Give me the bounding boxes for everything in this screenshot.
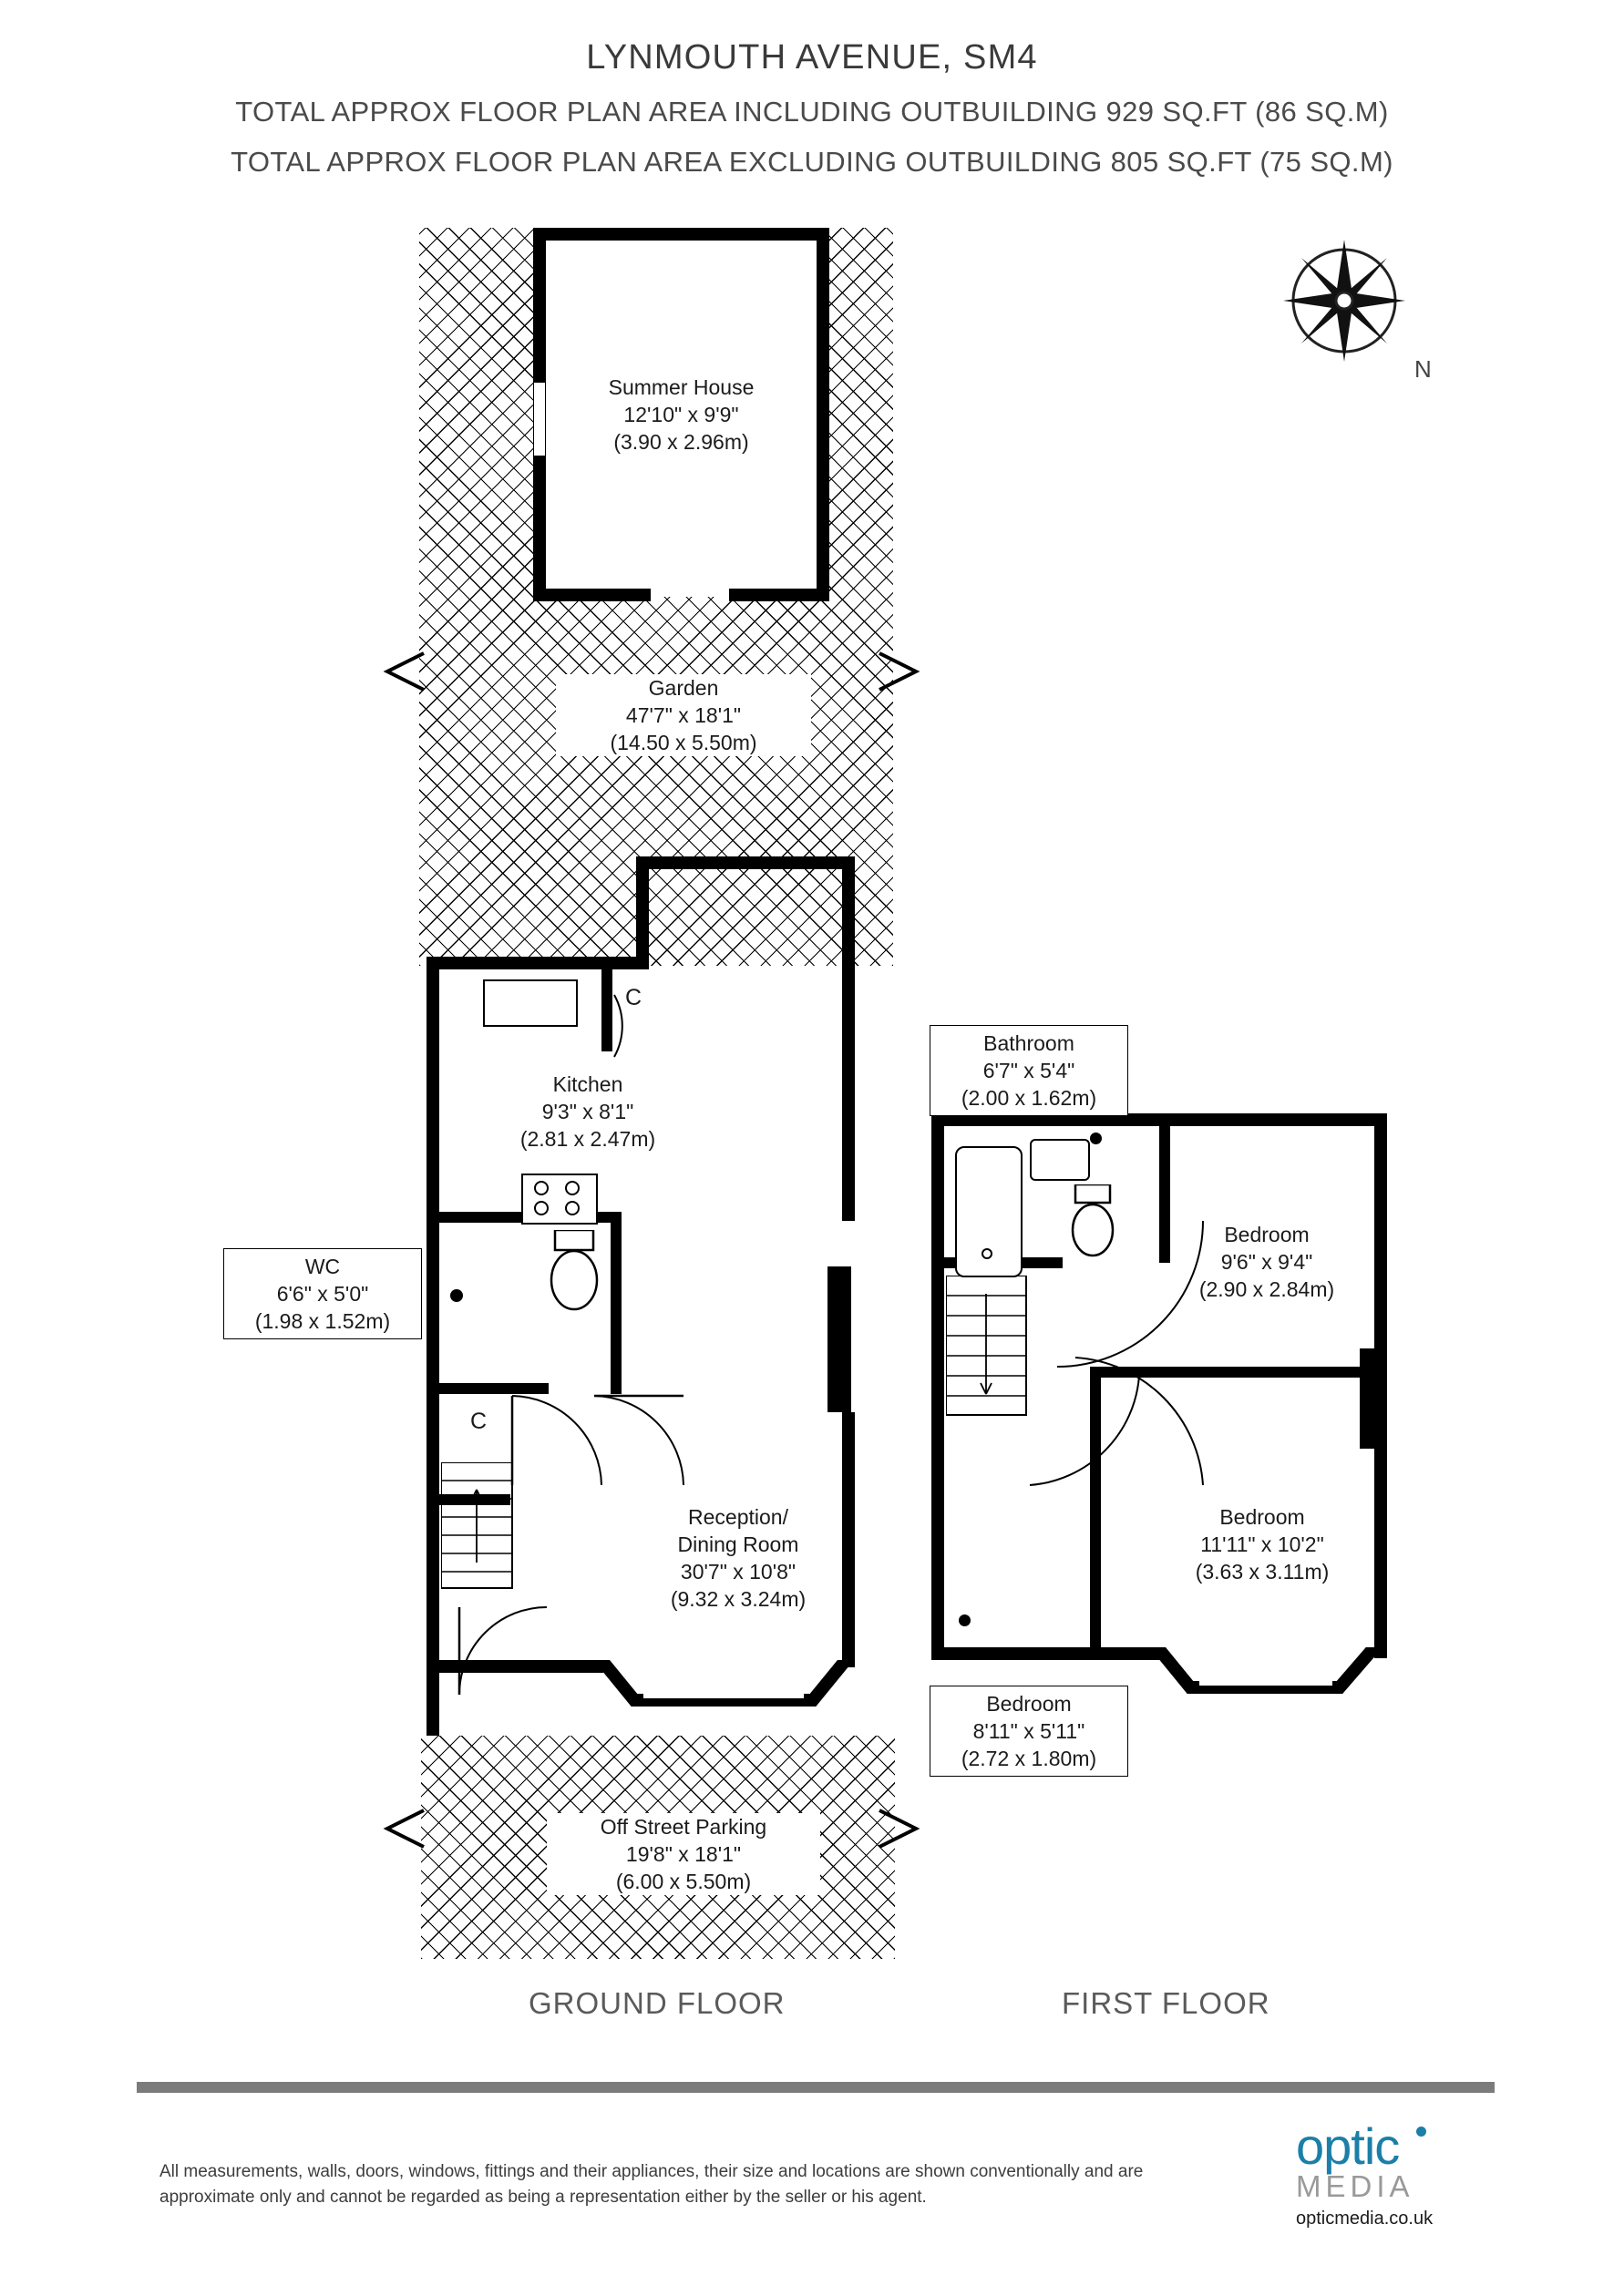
ground-wall-right-lower xyxy=(827,1266,851,1412)
logo-media-text: MEDIA xyxy=(1296,2169,1414,2203)
bedroom2-metric: (3.63 x 3.11m) xyxy=(1195,1560,1330,1584)
ground-wall-right-upper xyxy=(842,856,855,1112)
ground-internal-wall-wc xyxy=(611,1212,622,1394)
bathroom-basin-icon xyxy=(1030,1139,1090,1181)
bedroom2-name: Bedroom xyxy=(1219,1505,1305,1529)
kitchen-sink-icon xyxy=(483,979,578,1027)
bedroom2-label xyxy=(1139,1503,1385,1585)
bedroom1-metric: (2.90 x 2.84m) xyxy=(1198,1277,1335,1301)
logo-accent-dot-icon xyxy=(1416,2127,1426,2137)
first-floor-name: FIRST FLOOR xyxy=(1062,1986,1270,2020)
area-excluding-outbuilding: TOTAL APPROX FLOOR PLAN AREA EXCLUDING OUTBUILDING 805 SQ.FT (75 SQ.M) xyxy=(231,146,1393,178)
ground-staircase-icon xyxy=(441,1462,514,1590)
garden-label xyxy=(556,674,811,756)
bedroom3-imperial: 8'11" x 5'11" xyxy=(972,1719,1085,1743)
summer-house-wall-bottom-right xyxy=(729,589,829,601)
hall-door-swing-icon xyxy=(592,1394,693,1494)
summer-house-imperial: 12'10" x 9'9" xyxy=(623,403,739,426)
wc-name: WC xyxy=(304,1255,341,1278)
first-wall-bottom-left xyxy=(931,1647,1095,1660)
garden-boundary-marker-right xyxy=(870,651,934,715)
wc-metric: (1.98 x 1.52m) xyxy=(254,1309,391,1333)
area-including-outbuilding: TOTAL APPROX FLOOR PLAN AREA INCLUDING OUTBUILDING 929 SQ.FT (86 SQ.M) xyxy=(235,96,1389,128)
bathroom-metric: (2.00 x 1.62m) xyxy=(961,1086,1097,1110)
ground-floor-name: GROUND FLOOR xyxy=(529,1986,786,2020)
ground-wall-rear xyxy=(636,856,855,869)
ground-wall-top-kitchen xyxy=(427,957,636,969)
parking-boundary-marker-left xyxy=(378,1809,442,1872)
bedroom3-label xyxy=(930,1686,1128,1777)
garden-name: Garden xyxy=(648,676,719,700)
garden-boundary-marker-left xyxy=(378,651,442,715)
kitchen-metric: (2.81 x 2.47m) xyxy=(519,1127,656,1151)
page-title: LYNMOUTH AVENUE, SM4 xyxy=(586,38,1038,77)
footer-divider xyxy=(137,2082,1495,2093)
cupboard-1-label: C xyxy=(624,985,642,1010)
kitchen-hob-rings-icon xyxy=(521,1174,594,1221)
summer-house-label xyxy=(538,374,825,456)
bathroom-light-switch-icon xyxy=(1090,1133,1102,1144)
reception-dining-metric: (9.32 x 3.24m) xyxy=(670,1587,807,1611)
first-wall-right-mid xyxy=(1360,1348,1387,1449)
summer-house-metric: (3.90 x 2.96m) xyxy=(613,430,749,454)
summer-house-name: Summer House xyxy=(608,375,755,399)
off-street-parking-label xyxy=(547,1813,820,1895)
bedroom3-name: Bedroom xyxy=(986,1692,1072,1716)
wc-imperial: 6'6" x 5'0" xyxy=(276,1282,369,1306)
compass-north-label: N xyxy=(1414,355,1432,383)
parking-boundary-marker-right xyxy=(870,1809,934,1872)
bathroom-label xyxy=(930,1025,1128,1116)
off-street-parking-name: Off Street Parking xyxy=(600,1815,767,1839)
bath-plug-icon xyxy=(955,1146,1019,1274)
cupboard-1-door-swing-icon xyxy=(612,993,678,1059)
bedroom2-imperial: 11'11" x 10'2" xyxy=(1200,1532,1324,1556)
summer-house-wall-bottom-left xyxy=(546,589,651,601)
logo-url-text: opticmedia.co.uk xyxy=(1296,2209,1434,2229)
ground-wall-left-upper xyxy=(427,957,439,1253)
kitchen-name: Kitchen xyxy=(552,1072,623,1096)
garden-imperial: 47'7" x 18'1" xyxy=(625,703,742,727)
kitchen-imperial: 9'3" x 8'1" xyxy=(541,1100,634,1123)
ground-bay-window-icon xyxy=(601,1660,875,1733)
compass-rose-icon xyxy=(1276,232,1432,383)
ground-wall-right-mid xyxy=(842,1112,855,1221)
bedroom1-imperial: 9'6" x 9'4" xyxy=(1220,1250,1313,1274)
ground-wall-left-lower xyxy=(427,1253,439,1672)
reception-dining-imperial: 30'7" x 10'8" xyxy=(680,1560,797,1584)
bathroom-name: Bathroom xyxy=(983,1031,1074,1055)
off-street-parking-metric: (6.00 x 5.50m) xyxy=(615,1870,752,1893)
front-door-swing-icon xyxy=(456,1604,565,1704)
garden-metric: (14.50 x 5.50m) xyxy=(610,731,757,754)
cupboard-2-label: C xyxy=(469,1409,488,1434)
disclaimer-text: All measurements, walls, doors, windows, fittings and their appliances, their size and locations are shown conventionally and are approximate only and cannot be regarded as being a representation either by the seller or his agent. xyxy=(159,2162,1144,2207)
wc-toilet-icon xyxy=(542,1230,606,1330)
bedroom1-name: Bedroom xyxy=(1224,1223,1310,1246)
first-wall-left-upper xyxy=(931,1113,944,1478)
summer-house-wall-top xyxy=(533,228,829,241)
first-front-wall-left xyxy=(1090,1647,1163,1660)
wc-light-switch-icon xyxy=(450,1289,463,1302)
bedroom1-label xyxy=(1148,1221,1385,1303)
reception-dining-name-line2: Dining Room xyxy=(677,1532,799,1556)
bathroom-imperial: 6'7" x 5'4" xyxy=(982,1059,1075,1082)
first-bay-window-icon xyxy=(1157,1647,1403,1720)
ground-internal-wall-hall xyxy=(439,1383,549,1394)
logo-optic-text: optic xyxy=(1296,2117,1400,2175)
bedroom3-metric: (2.72 x 1.80m) xyxy=(961,1747,1097,1770)
bedroom3-light-switch-icon xyxy=(959,1614,971,1626)
first-wall-left-lower xyxy=(931,1478,944,1660)
wc-label xyxy=(223,1248,422,1339)
ground-wall-kitchen-right xyxy=(636,856,649,969)
bedroom3-door-swing-icon xyxy=(1012,1367,1148,1503)
reception-dining-label xyxy=(620,1503,857,1613)
off-street-parking-imperial: 19'8" x 18'1" xyxy=(625,1842,742,1866)
kitchen-label xyxy=(474,1071,702,1153)
ground-front-wall-left xyxy=(439,1660,603,1673)
reception-dining-name-line1: Reception/ xyxy=(688,1505,788,1529)
optic-media-logo xyxy=(1296,2117,1515,2229)
